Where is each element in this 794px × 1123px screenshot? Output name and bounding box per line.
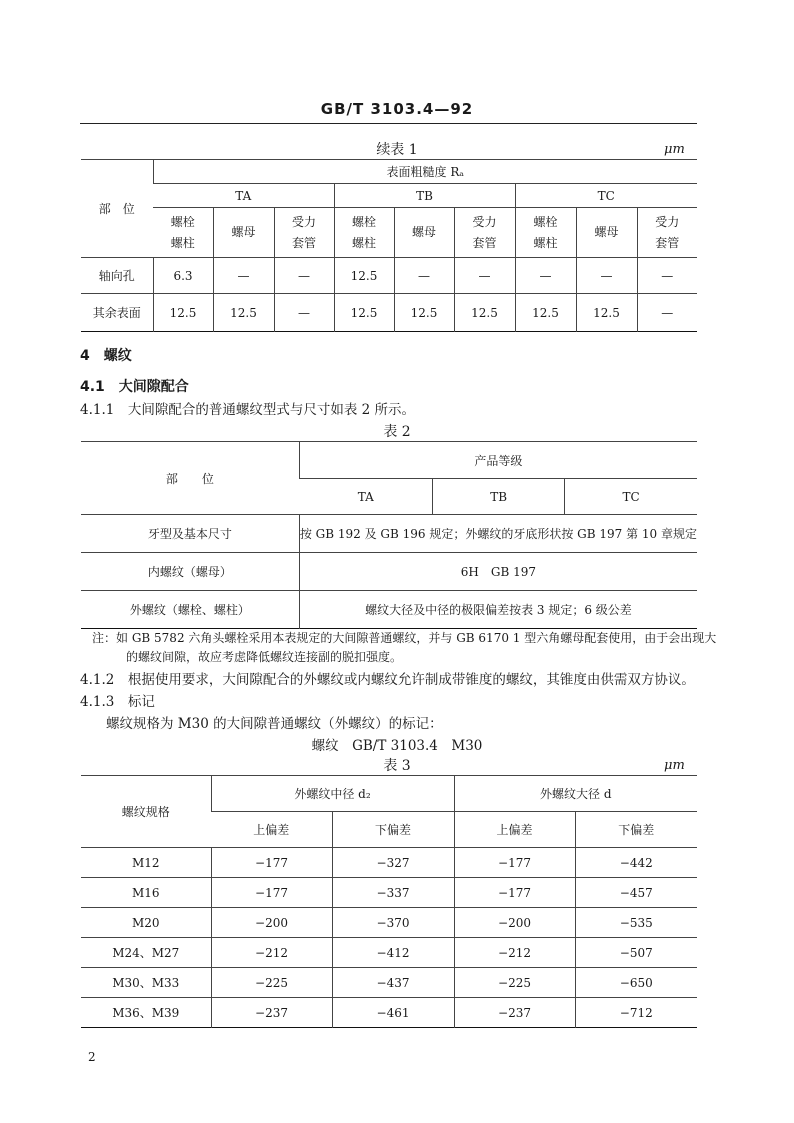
table2-grade-ta: TA — [299, 479, 432, 515]
table2-caption: 表 2 — [383, 424, 411, 440]
table-cell: −327 — [332, 848, 454, 878]
table3-lower-header: 下偏差 — [575, 812, 697, 848]
row-label: 其余表面 — [81, 294, 153, 332]
table1-subheader: 螺母 — [213, 208, 274, 258]
table2-grade-tb: TB — [433, 479, 565, 515]
row-label: M20 — [81, 908, 211, 938]
table-cell: — — [576, 258, 637, 294]
table-cell: −370 — [332, 908, 454, 938]
table-cell: — — [213, 258, 274, 294]
row-label: M24、M27 — [81, 938, 211, 968]
standard-code-header: GB/T 3103.4—92 — [320, 100, 474, 118]
table1-subheader: 螺母 — [576, 208, 637, 258]
row-label: M16 — [81, 878, 211, 908]
row-label: 轴向孔 — [81, 258, 153, 294]
table-cell: −461 — [332, 998, 454, 1028]
table1-subheader: 受力 套管 — [274, 208, 334, 258]
table-cell: −457 — [575, 878, 697, 908]
table-cell: 6H GB 197 — [299, 553, 697, 591]
table-row — [81, 294, 697, 332]
table-row — [81, 591, 697, 629]
table-cell: −212 — [454, 938, 575, 968]
row-label: 内螺纹（螺母） — [81, 553, 299, 591]
table-cell: −177 — [211, 878, 332, 908]
table-cell: −412 — [332, 938, 454, 968]
table-cell: 12.5 — [213, 294, 274, 332]
table-cell: 12.5 — [334, 258, 394, 294]
table-row — [81, 258, 697, 294]
table-cell: 12.5 — [454, 294, 515, 332]
table-cell: — — [637, 258, 697, 294]
table-cell: — — [637, 294, 697, 332]
table2-part-header: 部 位 — [81, 442, 299, 515]
table3-spec-header: 螺纹规格 — [81, 776, 211, 848]
table1-unit: μm — [664, 142, 685, 157]
table-cell: — — [454, 258, 515, 294]
deviation-table — [81, 775, 697, 1028]
table-cell: 6.3 — [153, 258, 213, 294]
table2-grade-tc: TC — [565, 479, 697, 515]
thread-type-table — [81, 441, 697, 629]
table-row — [81, 938, 697, 968]
table-cell: — — [274, 294, 334, 332]
paragraph-4-1-1: 4.1.1 大间隙配合的普通螺纹型式与尺寸如表 2 所示。 — [80, 402, 416, 418]
table-cell: −177 — [454, 848, 575, 878]
table-row — [81, 848, 697, 878]
table-cell: 12.5 — [394, 294, 454, 332]
table-cell: −237 — [211, 998, 332, 1028]
marking-description: 螺纹规格为 M30 的大间隙普通螺纹（外螺纹）的标记： — [106, 716, 443, 732]
table3-upper-header: 上偏差 — [211, 812, 332, 848]
table2-grade-header: 产品等级 — [299, 442, 697, 479]
page-number: 2 — [88, 1050, 96, 1064]
roughness-table — [81, 159, 697, 332]
row-label: M12 — [81, 848, 211, 878]
table-cell: — — [515, 258, 576, 294]
table3-caption: 表 3 — [383, 758, 411, 774]
table1-subheader: 受力 套管 — [637, 208, 697, 258]
table-cell: −212 — [211, 938, 332, 968]
table3-unit: μm — [664, 758, 685, 773]
table-cell: −650 — [575, 968, 697, 998]
table-cell: −225 — [211, 968, 332, 998]
table-cell: 12.5 — [153, 294, 213, 332]
row-label: 外螺纹（螺栓、螺柱） — [81, 591, 299, 629]
table1-part-header: 部 位 — [81, 160, 153, 258]
paragraph-4-1-2: 4.1.2 根据使用要求，大间隙配合的外螺纹或内螺纹允许制成带锥度的螺纹，其锥度由供需双方协议。 — [80, 672, 695, 688]
table-cell: −237 — [454, 998, 575, 1028]
row-label: 牙型及基本尺寸 — [81, 515, 299, 553]
table-row — [81, 998, 697, 1028]
table1-roughness-header: 表面粗糙度 Rₐ — [153, 160, 697, 184]
table-cell: 螺纹大径及中径的极限偏差按表 3 规定；6 级公差 — [299, 591, 697, 629]
table-row — [81, 968, 697, 998]
section-4-heading: 4 螺纹 — [80, 348, 132, 364]
table-cell: −200 — [211, 908, 332, 938]
table-row — [81, 878, 697, 908]
table1-subheader: 螺栓 螺柱 — [334, 208, 394, 258]
table1-grade-tb: TB — [334, 184, 515, 208]
paragraph-4-1-3: 4.1.3 标记 — [80, 694, 155, 710]
table-cell: −177 — [454, 878, 575, 908]
table-cell: −442 — [575, 848, 697, 878]
table3-major-header: 外螺纹大径 d — [454, 776, 697, 812]
table3-pitch-header: 外螺纹中径 d₂ — [211, 776, 454, 812]
table-cell: 12.5 — [576, 294, 637, 332]
table1-grade-tc: TC — [515, 184, 697, 208]
table3-upper-header: 上偏差 — [454, 812, 575, 848]
header-rule — [80, 123, 697, 124]
marking-example: 螺纹 GB/T 3103.4 M30 — [311, 738, 483, 754]
table1-caption: 续表 1 — [376, 142, 418, 158]
table-row — [81, 515, 697, 553]
table-row — [81, 553, 697, 591]
table-cell: 12.5 — [515, 294, 576, 332]
row-label: M36、M39 — [81, 998, 211, 1028]
table-cell: −535 — [575, 908, 697, 938]
table-cell: −225 — [454, 968, 575, 998]
table1-subheader: 受力 套管 — [454, 208, 515, 258]
table-row — [81, 908, 697, 938]
table-cell: −177 — [211, 848, 332, 878]
table2-note-line2: 的螺纹间隙，故应考虑降低螺纹连接副的脱扣强度。 — [126, 650, 403, 664]
table1-subheader: 螺母 — [394, 208, 454, 258]
table-cell: — — [394, 258, 454, 294]
table1-subheader: 螺栓 螺柱 — [515, 208, 576, 258]
table-cell: 按 GB 192 及 GB 196 规定；外螺纹的牙底形状按 GB 197 第 10 章规定 — [299, 515, 697, 553]
table-cell: −712 — [575, 998, 697, 1028]
section-4-1-heading: 4.1 大间隙配合 — [80, 379, 189, 395]
table-cell: −337 — [332, 878, 454, 908]
table1-grade-ta: TA — [153, 184, 334, 208]
table-cell: −437 — [332, 968, 454, 998]
table-cell: 12.5 — [334, 294, 394, 332]
table1-subheader: 螺栓 螺柱 — [153, 208, 213, 258]
table-cell: −200 — [454, 908, 575, 938]
table2-note-line1: 注：如 GB 5782 六角头螺栓采用本表规定的大间隙普通螺纹，并与 GB 6170 1 型六角螺母配套使用，由于会出现大 — [92, 631, 717, 645]
row-label: M30、M33 — [81, 968, 211, 998]
table3-lower-header: 下偏差 — [332, 812, 454, 848]
table-cell: — — [274, 258, 334, 294]
table-cell: −507 — [575, 938, 697, 968]
